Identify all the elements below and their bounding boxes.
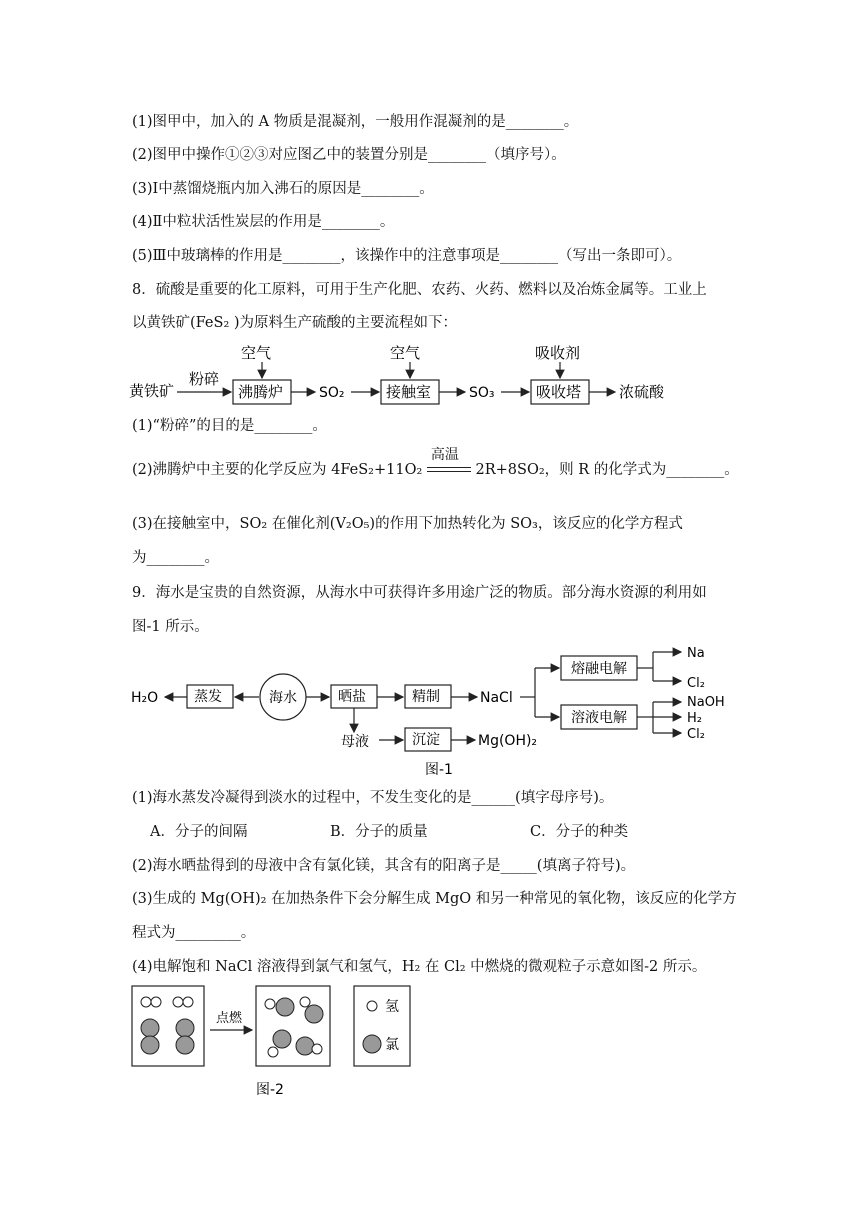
q8-item-2-rhs: 2R+8SO₂，则 R 的化学式为________。 (475, 462, 739, 478)
h-atom (265, 999, 275, 1009)
fig2-legend-box (354, 986, 410, 1066)
q9-item-4: (4)电解饱和 NaCl 溶液得到氯气和氢气，H₂ 在 Cl₂ 中燃烧的微观粒子示意如图-2 所示。 (132, 959, 707, 975)
q9-item-1: (1)海水蒸发冷凝得到淡水的过程中，不发生变化的是______(填字母序号)。 (132, 790, 614, 806)
equals-line-top (427, 467, 471, 468)
fig1-refine: 精制 (412, 689, 440, 705)
h-atom (183, 997, 193, 1007)
fig1-na: Na (687, 646, 705, 661)
cl-atom (273, 1030, 291, 1048)
cl-atom (276, 998, 294, 1016)
q9-stem-line-1: 9．海水是宝贵的自然资源，从海水中可获得许多用途广泛的物质。部分海水资源的利用如 (132, 585, 707, 601)
q9-item-3-line-1: (3)生成的 Mg(OH)₂ 在加热条件下会分解生成 MgO 和另一种常见的氧化物，该反应的化学方 (132, 891, 737, 907)
q8-item-2 (132, 447, 739, 479)
q9-option-c: C．分子的种类 (530, 824, 629, 840)
q8-flow-diagram (125, 340, 685, 412)
q8-item-3-line-2: 为________。 (132, 550, 219, 566)
fig1-soln: 溶液电解 (571, 710, 627, 726)
h-atom (367, 1001, 377, 1011)
flow-start: 黄铁矿 (129, 382, 175, 400)
q8-item-2-lhs: (2)沸腾炉中主要的化学反应为 4FeS₂+11O₂ (132, 462, 423, 478)
fig2-caption: 图-2 (256, 1082, 284, 1098)
fig1-water: H₂O (131, 690, 159, 706)
cl-atom (176, 1019, 194, 1037)
q9-item-3-line-2: 程式为_________。 (132, 925, 256, 941)
h-atom (300, 997, 310, 1007)
q9-item-2: (2)海水晒盐得到的母液中含有氯化镁，其含有的阳离子是_____(填离子符号)。 (132, 858, 636, 874)
fig1-cl2a: Cl₂ (687, 676, 705, 691)
q9-option-b: B．分子的质量 (330, 824, 428, 840)
cl-atom (296, 1037, 314, 1055)
fig1-cl2b: Cl₂ (687, 727, 705, 742)
q7-item-4: (4)Ⅱ中粒状活性炭层的作用是________。 (132, 214, 395, 230)
condition-label: 高温 (430, 447, 459, 463)
flow-in-1: 空气 (241, 344, 272, 362)
q9-figure-1 (125, 644, 745, 782)
cl-atom (363, 1035, 381, 1053)
flow-end: 浓硫酸 (619, 383, 665, 401)
fig1-nacl: NaCl (480, 690, 513, 706)
flow-p2: SO₃ (469, 385, 495, 401)
cl-atom (141, 1019, 159, 1037)
fig1-sun: 晒盐 (338, 689, 366, 705)
q9-figure-2 (128, 982, 428, 1102)
fig1-mother: 母液 (341, 734, 369, 750)
q8-stem-line-1: 8．硫酸是重要的化工原料，可用于生产化肥、农药、火药、燃料以及冶炼金属等。工业上 (132, 282, 707, 298)
cl-atom (305, 1005, 323, 1023)
equals-line-bottom (427, 471, 471, 472)
q8-stem-line-2: 以黄铁矿(FeS₂ )为原料生产硫酸的主要流程如下： (132, 315, 458, 331)
fig2-ignite: 点燃 (216, 1011, 243, 1026)
legend-cl: 氯 (385, 1037, 399, 1053)
fig1-mgoh: Mg(OH)₂ (478, 733, 538, 749)
h-atom (312, 1044, 322, 1054)
fig1-sea: 海水 (269, 690, 297, 706)
reaction-condition (427, 447, 471, 479)
fig1-precip: 沉淀 (412, 732, 440, 748)
flow-in-2: 空气 (390, 344, 421, 362)
flow-box-3-label: 吸收塔 (536, 383, 582, 401)
flow-p1: SO₂ (319, 385, 345, 401)
h-atom (268, 1047, 278, 1057)
q9-stem-line-2: 图-1 所示。 (132, 619, 209, 635)
cl-atom (141, 1036, 159, 1054)
q7-item-5: (5)Ⅲ中玻璃棒的作用是________，该操作中的注意事项是________（写出一条即可）。 (132, 248, 682, 264)
fig1-melt: 熔融电解 (571, 661, 627, 677)
h-atom (173, 997, 183, 1007)
flow-in-3: 吸收剂 (535, 344, 581, 362)
cl-atom (176, 1036, 194, 1054)
fig1-caption: 图-1 (425, 762, 453, 778)
fig1-naoh: NaOH (687, 695, 725, 710)
fig1-evap: 蒸发 (194, 689, 222, 705)
q9-option-a: A．分子的间隔 (150, 824, 248, 840)
h-atom (151, 997, 161, 1007)
flow-box-2-label: 接触室 (386, 383, 432, 401)
h-atom (141, 997, 151, 1007)
q8-item-3-line-1: (3)在接触室中，SO₂ 在催化剂(V₂O₅)的作用下加热转化为 SO₃，该反应的化学方程式 (132, 516, 683, 532)
q7-item-3: (3)Ⅰ中蒸馏烧瓶内加入沸石的原因是________。 (132, 181, 434, 197)
fig1-h2: H₂ (687, 711, 702, 726)
flow-step1: 粉碎 (189, 370, 220, 388)
q7-item-2: (2)图甲中操作①②③对应图乙中的装置分别是________（填序号）。 (132, 147, 566, 163)
q7-item-1: (1)图甲中，加入的 A 物质是混凝剂，一般用作混凝剂的是________。 (132, 114, 579, 130)
flow-box-1-label: 沸腾炉 (238, 383, 284, 401)
q8-item-1: (1)“粉碎”的目的是________。 (132, 418, 327, 434)
legend-h: 氢 (385, 999, 399, 1015)
